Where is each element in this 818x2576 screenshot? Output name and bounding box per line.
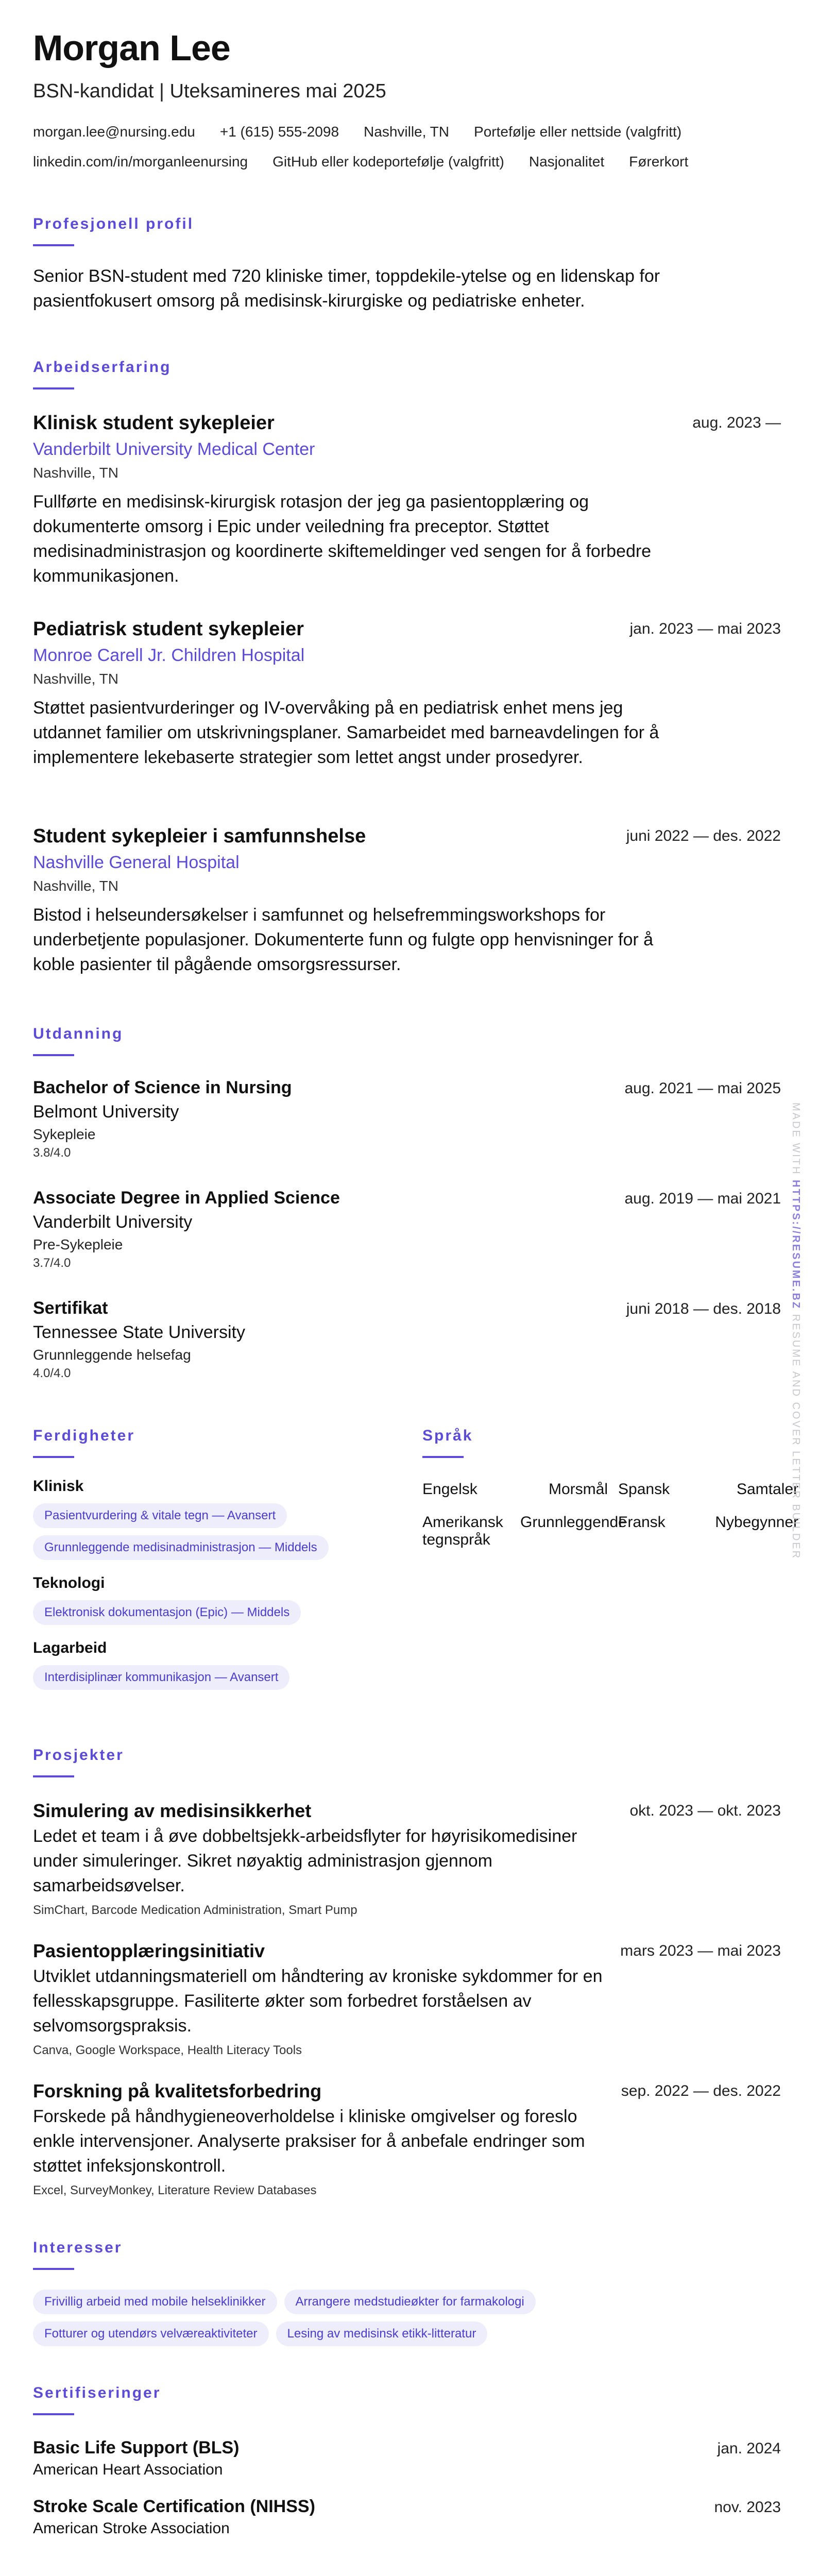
experience-employer: Monroe Carell Jr. Children Hospital [33, 646, 305, 665]
project-tools: Excel, SurveyMonkey, Literature Review Databases [33, 2183, 317, 2197]
section-divider [33, 2268, 74, 2270]
section-divider [33, 2413, 74, 2415]
interest-chip: Frivillig arbeid med mobile helseklinikker [33, 2290, 277, 2314]
experience-section [33, 359, 781, 389]
experience-description: Bistod i helseundersøkelser i samfunnet og helsefremmingsworkshops for underbetjente populasjoner. Dokumenterte funn og fulgte opp henvisninger for å koble pasienter til pågående omsorgsressurser. [33, 905, 654, 974]
experience-date: jan. 2023 — mai 2023 [629, 620, 781, 637]
contact-nationality: Nasjonalitet [529, 154, 605, 170]
education-gpa: 3.8/4.0 [33, 1146, 71, 1160]
projects-section [33, 1747, 781, 1777]
experience-entry [33, 825, 781, 977]
education-school: Vanderbilt University [33, 1212, 193, 1232]
language-level: Morsmål [548, 1481, 608, 1498]
certification-date: nov. 2023 [714, 2499, 781, 2516]
project-tools: SimChart, Barcode Medication Administration, Smart Pump [33, 1903, 357, 1917]
education-gpa: 3.7/4.0 [33, 1256, 71, 1270]
experience-location: Nashville, TN [33, 465, 118, 481]
section-title-certifications: Sertifiseringer [33, 2384, 161, 2401]
education-school: Belmont University [33, 1102, 179, 1122]
project-description: Forskede på håndhygieneoverholdelse i kliniske omgivelser og foreslo enkle intervensjoner. Analyserte praksiser for å anbefale endringer som støttet infeksjonskontroll. [33, 2107, 585, 2176]
experience-role: Student sykepleier i samfunnshelse [33, 825, 366, 847]
contact-location: Nashville, TN [364, 124, 450, 140]
builder-watermark [790, 1103, 802, 1597]
contact-phone[interactable]: +1 (615) 555-2098 [219, 124, 339, 140]
project-name: Forskning på kvalitetsforbedring [33, 2080, 322, 2102]
section-title-profile: Profesjonell profil [33, 215, 194, 232]
language-name: Amerikansk tegnspråk [422, 1514, 503, 1548]
project-date: mars 2023 — mai 2023 [620, 1942, 781, 1959]
education-field: Sykepleie [33, 1126, 96, 1142]
education-entry [33, 1188, 781, 1270]
skill-chip: Interdisiplinær kommunikasjon — Avansert [33, 1665, 289, 1690]
contact-row-primary [33, 124, 681, 140]
project-date: okt. 2023 — okt. 2023 [629, 1802, 781, 1819]
project-entry [33, 2080, 781, 2198]
certification-name: Basic Life Support (BLS) [33, 2438, 240, 2458]
experience-date: juni 2022 — des. 2022 [626, 827, 781, 844]
education-entry [33, 1078, 781, 1160]
section-title-projects: Prosjekter [33, 1747, 124, 1764]
language-level: Samtaler [736, 1481, 798, 1498]
contact-email[interactable]: morgan.lee@nursing.edu [33, 124, 195, 140]
language-level: Nybegynner [715, 1514, 798, 1531]
contact-github[interactable]: GitHub eller kodeportefølje (valgfritt) [272, 154, 504, 170]
education-field: Grunnleggende helsefag [33, 1347, 191, 1363]
education-date: aug. 2021 — mai 2025 [624, 1080, 781, 1097]
education-degree: Bachelor of Science in Nursing [33, 1078, 292, 1097]
education-entry [33, 1298, 781, 1381]
experience-description: Fullførte en medisinsk-kirurgisk rotasjon der jeg ga pasientopplæring og dokumenterte omsorg i Epic under veiledning fra preceptor. Støttet medisinadministrasjon og koordinerte skiftemeldinger ved sengen for å forbedre kommunikasjonen. [33, 492, 652, 586]
project-name: Simulering av medisinsikkerhet [33, 1800, 312, 1821]
language-level: Grunnleggende [520, 1514, 627, 1531]
profile-section [33, 215, 781, 313]
certification-entry [33, 2438, 781, 2479]
project-tools: Canva, Google Workspace, Health Literacy Tools [33, 2043, 302, 2057]
interest-chip: Fotturer og utendørs velværeaktiviteter [33, 2321, 269, 2346]
experience-role: Klinisk student sykepleier [33, 412, 275, 434]
experience-entry [33, 412, 781, 588]
watermark-suffix: RESUME AND COVER LETTER BUILDER [790, 1310, 802, 1560]
skill-category: Teknologi [33, 1574, 105, 1591]
education-school: Tennessee State University [33, 1323, 245, 1342]
certification-date: jan. 2024 [717, 2440, 781, 2457]
skill-chip: Elektronisk dokumentasjon (Epic) — Middels [33, 1600, 301, 1625]
certification-issuer: American Heart Association [33, 2461, 223, 2478]
watermark-prefix: MADE WITH [790, 1103, 802, 1180]
skill-category: Klinisk [33, 1478, 84, 1495]
certification-entry [33, 2497, 781, 2537]
experience-date: aug. 2023 — [692, 414, 781, 431]
education-degree: Sertifikat [33, 1298, 108, 1318]
education-field: Pre-Sykepleie [33, 1236, 123, 1252]
education-date: juni 2018 — des. 2018 [626, 1300, 781, 1317]
project-description: Utviklet utdanningsmateriell om håndtering av kroniske sykdommer for en fellesskapsgruppe. Fasiliterte økter som forbedret forståelsen av selvomsorgspraksis. [33, 1967, 603, 2036]
education-date: aug. 2019 — mai 2021 [624, 1190, 781, 1207]
profile-summary: Senior BSN-student med 720 kliniske timer, toppdekile-ytelse og en lidenskap for pasientfokusert omsorg på medisinsk-kirurgiske og pediatriske enheter. [33, 266, 660, 311]
section-divider [422, 1456, 464, 1458]
skill-chip: Grunnleggende medisinadministrasjon — Middels [33, 1535, 329, 1560]
section-title-languages: Språk [422, 1427, 473, 1444]
section-title-education: Utdanning [33, 1025, 124, 1042]
certification-name: Stroke Scale Certification (NIHSS) [33, 2497, 315, 2516]
contact-drivers-license: Førerkort [629, 154, 689, 170]
experience-employer: Vanderbilt University Medical Center [33, 439, 315, 459]
skill-chip: Pasientvurdering & vitale tegn — Avansert [33, 1503, 287, 1528]
project-entry [33, 1940, 781, 2058]
section-divider [33, 1775, 74, 1777]
skill-category: Lagarbeid [33, 1639, 107, 1656]
section-divider [33, 1054, 74, 1056]
skill-chip-list [33, 1600, 404, 1625]
experience-location: Nashville, TN [33, 671, 118, 687]
languages-section [422, 1427, 798, 1549]
interest-chip: Lesing av medisinsk etikk-litteratur [276, 2321, 488, 2346]
education-section [33, 1025, 781, 1056]
education-gpa: 4.0/4.0 [33, 1366, 71, 1380]
language-name: Engelsk [422, 1481, 478, 1498]
section-title-skills: Ferdigheter [33, 1427, 135, 1444]
candidate-headline: BSN-kandidat | Uteksamineres mai 2025 [33, 80, 386, 102]
contact-portfolio[interactable]: Portefølje eller nettside (valgfritt) [474, 124, 682, 140]
watermark-link[interactable]: HTTPS://RESUME.BZ [790, 1180, 802, 1310]
interest-chip-list [33, 2290, 600, 2346]
skills-section [33, 1427, 404, 1690]
section-divider [33, 1456, 74, 1458]
certifications-section [33, 2384, 781, 2415]
experience-description: Støttet pasientvurderinger og IV-overvåking på en pediatrisk enhet mens jeg utdannet familier om utskrivningsplaner. Samarbeidet med barneavdelingen for å implementere lekebaserte strategier som lettet angst under prosedyrer. [33, 698, 659, 767]
experience-employer: Nashville General Hospital [33, 853, 240, 872]
section-divider [33, 387, 74, 389]
project-description: Ledet et team i å øve dobbeltsjekk-arbeidsflyter for høyrisikomedisiner under simuleringer. Sikret nøyaktig administrasjon gjennom samarbeidsøvelser. [33, 1826, 577, 1895]
language-list [422, 1481, 798, 1549]
section-divider [33, 244, 74, 246]
candidate-name: Morgan Lee [33, 28, 230, 68]
project-date: sep. 2022 — des. 2022 [621, 2082, 781, 2099]
contact-row-secondary [33, 154, 688, 170]
interests-section [33, 2239, 781, 2346]
experience-role: Pediatrisk student sykepleier [33, 618, 304, 640]
language-name: Spansk [618, 1481, 670, 1498]
skill-chip-list [33, 1503, 404, 1560]
experience-entry [33, 618, 781, 770]
language-name: Fransk [618, 1514, 666, 1531]
section-title-experience: Arbeidserfaring [33, 359, 172, 376]
contact-linkedin[interactable]: linkedin.com/in/morganleenursing [33, 154, 248, 170]
experience-location: Nashville, TN [33, 878, 118, 894]
certification-issuer: American Stroke Association [33, 2520, 230, 2537]
skill-chip-list [33, 1665, 404, 1690]
education-degree: Associate Degree in Applied Science [33, 1188, 340, 1208]
project-name: Pasientopplæringsinitiativ [33, 1940, 265, 1961]
section-title-interests: Interesser [33, 2239, 123, 2256]
interest-chip: Arrangere medstudieøkter for farmakologi [284, 2290, 536, 2314]
project-entry [33, 1800, 781, 1918]
